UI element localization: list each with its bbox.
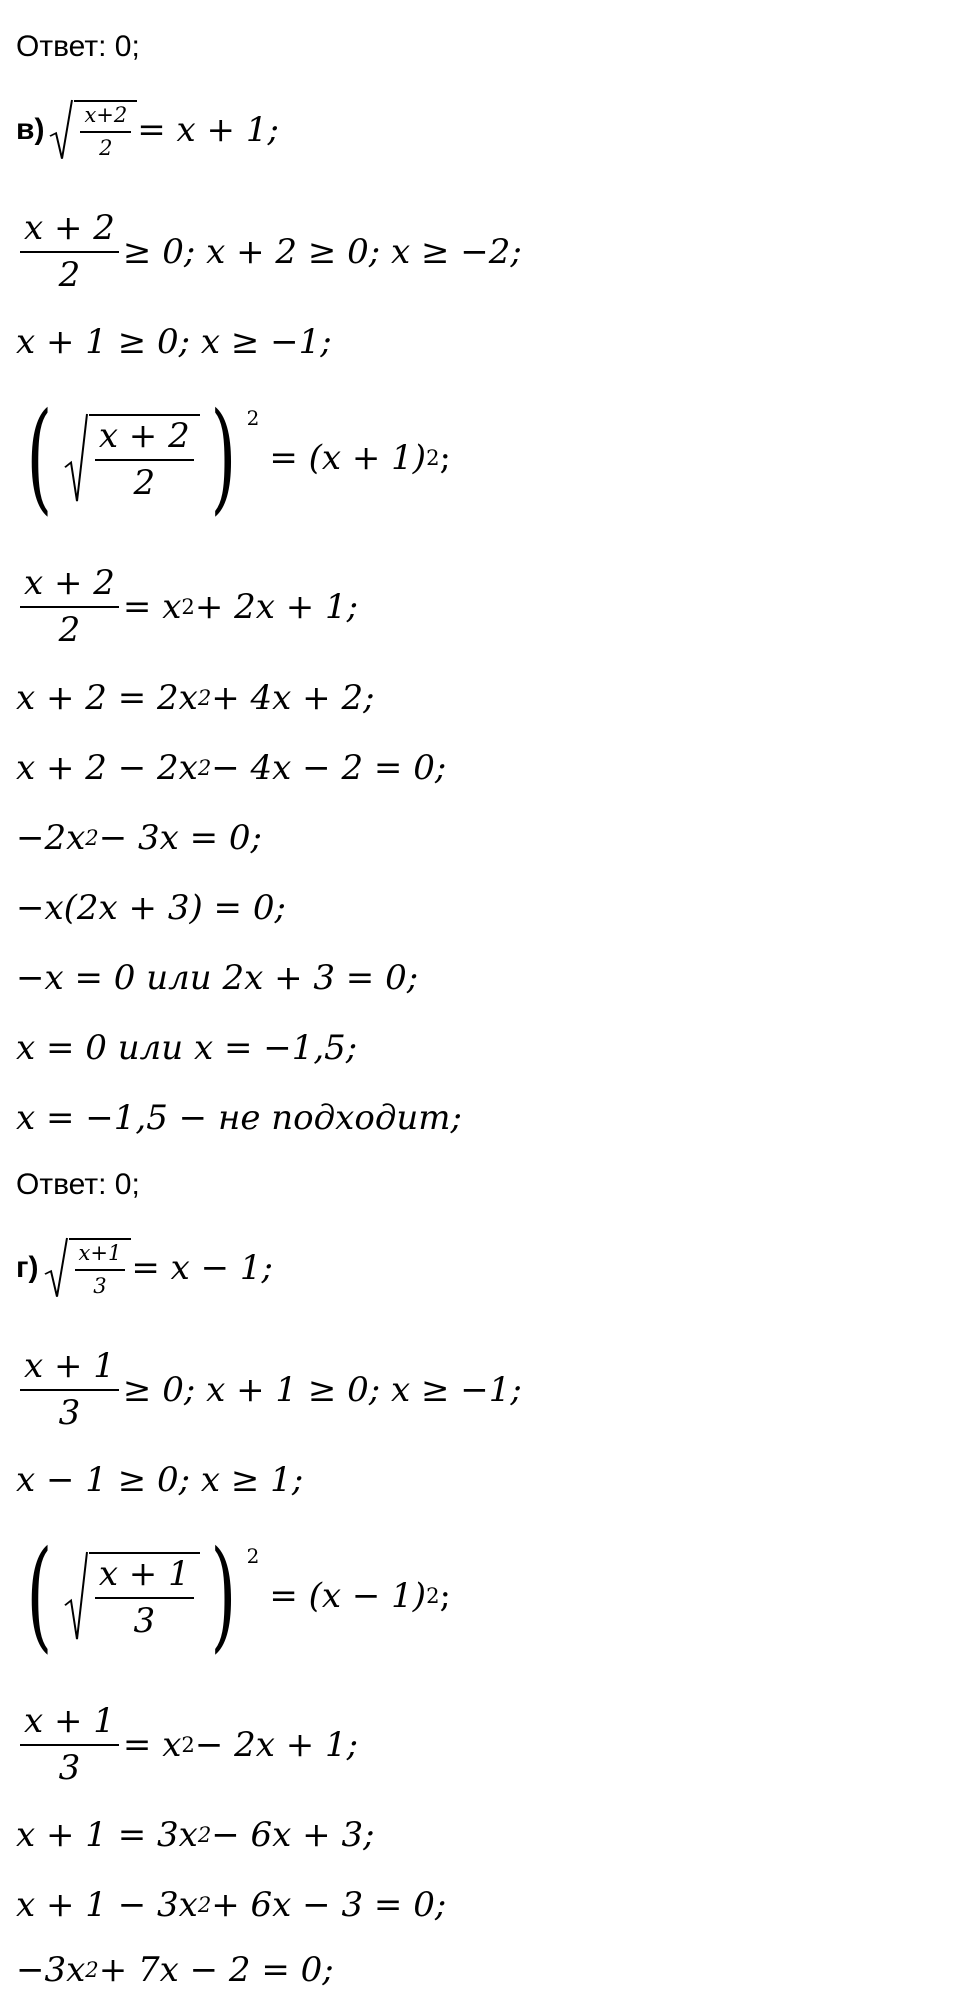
math-text: x = −1,5 − не подходит; (16, 1098, 462, 1138)
radical-sign-icon (63, 414, 89, 503)
math-text: − 2x + 1; (194, 1725, 359, 1766)
fraction-denominator: 3 (58, 1393, 81, 1434)
math-text: x = 0 или x = −1,5; (16, 1028, 358, 1068)
math-text: −x = 0 или 2x + 3 = 0; (16, 958, 419, 998)
radical-sign-icon (63, 1552, 89, 1641)
fraction-denominator: 3 (93, 1274, 107, 1299)
fraction-numerator: x + 1 (20, 1703, 119, 1746)
fraction-denominator: 2 (58, 255, 81, 296)
math-text: = x (122, 1725, 182, 1766)
math-text: x + 2 = 2x (16, 678, 198, 718)
equation-line: x + 1 = 3x 2 − 6x + 3; (16, 1815, 375, 1855)
fraction-numerator: x+1 (75, 1242, 126, 1271)
square-root (63, 414, 200, 503)
math-text: = x (122, 587, 182, 628)
square-root (63, 1552, 200, 1641)
right-paren: ) (210, 388, 237, 527)
fraction-denominator: 3 (58, 1748, 81, 1789)
equation-rhs: = x − 1; (131, 1248, 273, 1289)
domain-line (16, 1348, 522, 1433)
math-text: −x(2x + 3) = 0; (16, 888, 286, 928)
answer-text: Ответ: 0; (16, 30, 140, 63)
math-text: −3x (16, 1950, 86, 1990)
fraction-denominator: 2 (99, 136, 113, 161)
equation-line: $\frac{x + 2}{2}$ = x 2 + 2x + 1; (16, 565, 358, 650)
squaring-line: ( $\frac{x + 1}{3}$ ) 2 = (x − 1) 2 ; (26, 1526, 451, 1665)
equation-rhs: ≥ 0; x + 1 ≥ 0; x ≥ −1; (122, 1370, 522, 1411)
equation-rhs: = x + 1; (137, 110, 279, 151)
outer-exponent: 2 (246, 406, 260, 430)
left-paren: ( (26, 1526, 53, 1665)
fraction-numerator: x + 1 (20, 1348, 119, 1391)
fraction-denominator: 2 (133, 463, 156, 503)
equation-line: x + 2 = 2x 2 + 4x + 2; (16, 678, 375, 718)
math-text: x + 1 − 3x (16, 1885, 198, 1925)
fraction-denominator: 3 (133, 1601, 156, 1641)
radical-sign-icon (43, 1238, 69, 1298)
fraction-numerator: x + 2 (95, 418, 194, 461)
left-paren: ( (26, 388, 53, 527)
math-text: + 2x + 1; (194, 587, 359, 628)
math-text: x − 1 ≥ 0; x ≥ 1; (16, 1460, 304, 1500)
equation-line: x + 2 − 2x 2 − 4x − 2 = 0; (16, 748, 447, 788)
equation-line: −3x 2 + 7x − 2 = 0; (16, 1950, 334, 1990)
math-text: x + 1 ≥ 0; x ≥ −1; (16, 322, 332, 362)
math-text: − 6x + 3; (211, 1815, 375, 1855)
answer-line (16, 1168, 140, 1202)
problem-v-header (16, 100, 279, 160)
math-text: + 4x + 2; (211, 678, 375, 718)
fraction-numerator: x + 1 (95, 1556, 194, 1599)
fraction-numerator: x+2 (80, 104, 131, 133)
problem-label: г) (16, 1251, 39, 1285)
equation-line (16, 888, 286, 928)
answer-text: Ответ: 0; (16, 1168, 140, 1201)
fraction-numerator: x + 2 (20, 210, 119, 253)
condition-line (16, 1460, 303, 1500)
fraction-numerator: x + 2 (20, 565, 119, 608)
equation-line (16, 1098, 462, 1138)
equation-line: −2x 2 − 3x = 0; (16, 818, 263, 858)
radical-sign-icon (48, 100, 74, 160)
equation-line (16, 1028, 357, 1068)
math-text: + 7x − 2 = 0; (98, 1950, 334, 1990)
square-root (43, 1238, 132, 1298)
math-text: x + 1 = 3x (16, 1815, 198, 1855)
answer-line (16, 30, 140, 64)
problem-g-header (16, 1238, 273, 1298)
square-root (48, 100, 137, 160)
line-terminator: ; (439, 1576, 451, 1616)
equation-line: $\frac{x + 1}{3}$ = x 2 − 2x + 1; (16, 1703, 358, 1788)
math-text: x + 2 − 2x (16, 748, 198, 788)
domain-line (16, 210, 522, 295)
equation-line (16, 958, 418, 998)
equation-rhs: = (x + 1) (269, 438, 427, 478)
math-text: − 4x − 2 = 0; (211, 748, 447, 788)
equation-line: x + 1 − 3x 2 + 6x − 3 = 0; (16, 1885, 447, 1925)
condition-line (16, 322, 332, 362)
equation-rhs: ≥ 0; x + 2 ≥ 0; x ≥ −2; (122, 232, 522, 273)
math-text: − 3x = 0; (98, 818, 263, 858)
outer-exponent: 2 (246, 1544, 260, 1568)
right-paren: ) (210, 1526, 237, 1665)
squaring-line: ( $\frac{x + 2}{2}$ ) 2 = (x + 1) 2 ; (26, 388, 451, 527)
problem-label: в) (16, 113, 45, 147)
fraction-denominator: 2 (58, 610, 81, 651)
line-terminator: ; (439, 438, 451, 478)
math-text: + 6x − 3 = 0; (211, 1885, 447, 1925)
math-text: −2x (16, 818, 86, 858)
equation-rhs: = (x − 1) (269, 1576, 427, 1616)
